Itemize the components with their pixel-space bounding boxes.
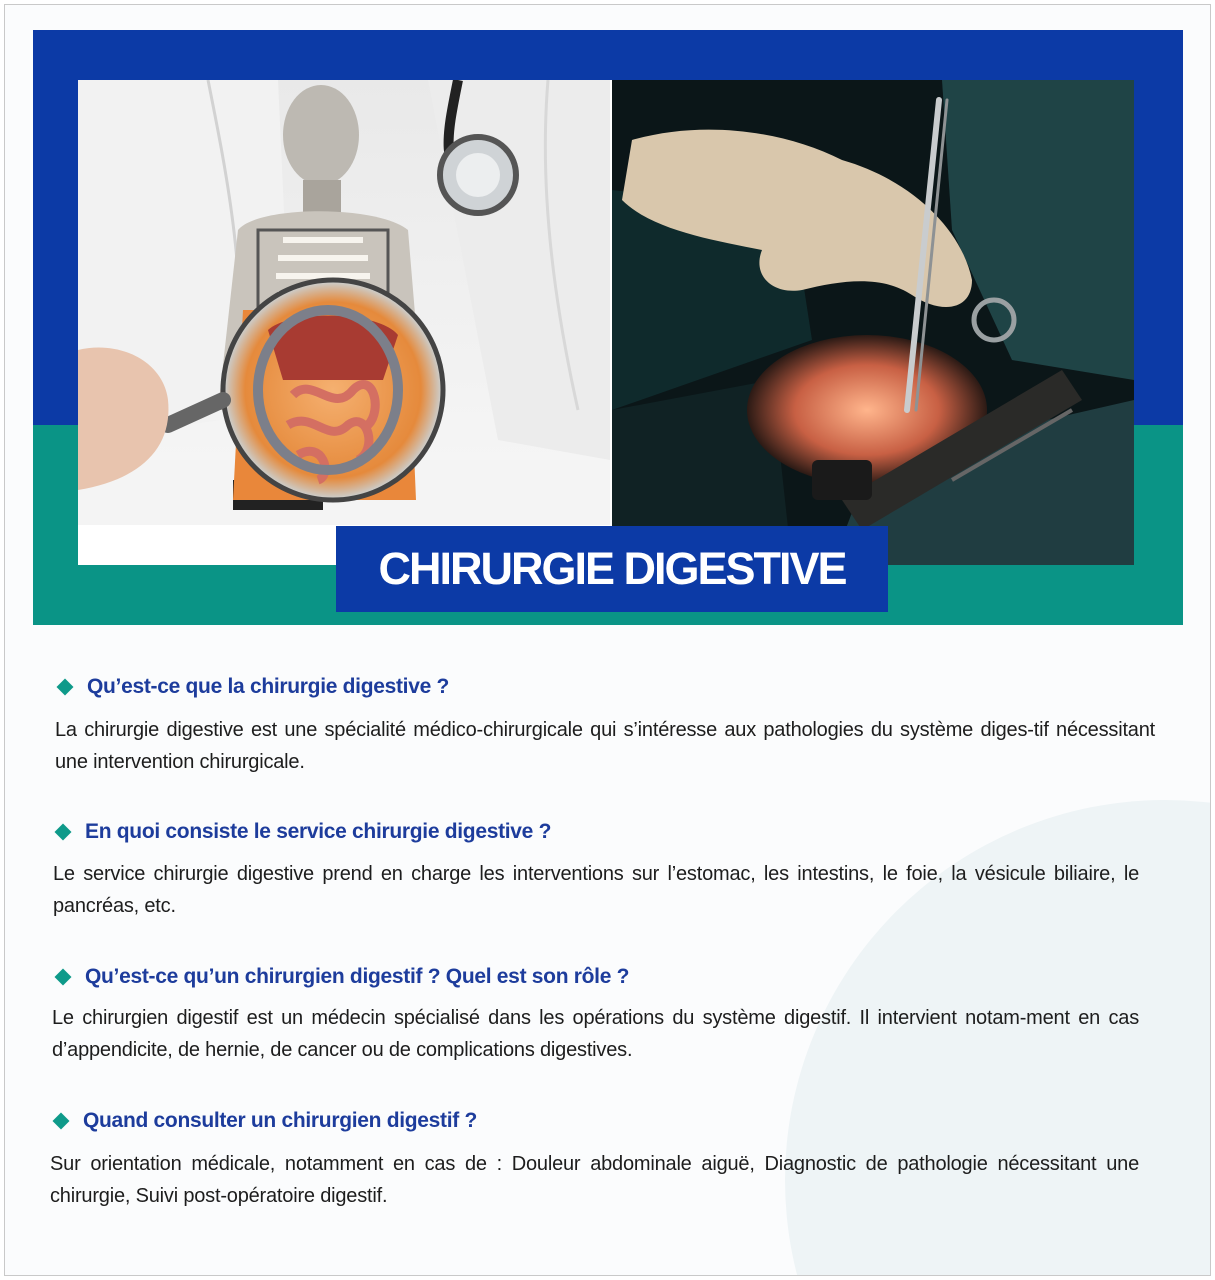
faq-answer-4: Sur orientation médicale, notamment en cas de : Douleur abdominale aiguë, Diagnostic de pathologie nécessitant une chirurgie, Suivi post-opératoire digestif. (50, 1153, 1139, 1207)
faq-answer-2: Le service chirurgie digestive prend en charge les interventions sur l’estomac, les intestins, le foie, la vésicule biliaire, le pancréas, etc. (53, 863, 1139, 917)
anatomy-model-photo (78, 80, 610, 525)
faq-answer-1: La chirurgie digestive est une spécialité médico-chirurgicale qui s’intéresse aux pathologies du système diges-tif nécessitant une intervention chirurgicale. (55, 719, 1155, 773)
faq-question-4 (53, 1109, 477, 1133)
diamond-bullet-icon (55, 824, 72, 841)
faq-question-1 (57, 675, 449, 699)
faq-question-text: Quand consulter un chirurgien digestif ? (83, 1109, 478, 1132)
faq-question-3 (55, 965, 629, 989)
photo-frame (78, 80, 1134, 565)
diamond-bullet-icon (57, 679, 74, 696)
page-title-box (336, 526, 888, 612)
page-title: CHIRURGIE DIGESTIVE (378, 543, 846, 594)
faq-answer-3: Le chirurgien digestif est un médecin spécialisé dans les opérations du système digestif. Il intervient notam-ment en cas d’appendicite, de hernie, de cancer ou de complications digestives. (52, 1007, 1139, 1061)
faq-question-text: Qu’est-ce que la chirurgie digestive ? (87, 675, 450, 698)
diamond-bullet-icon (53, 1113, 70, 1130)
faq-question-text: En quoi consiste le service chirurgie digestive ? (85, 820, 552, 843)
faq-question-text: Qu’est-ce qu’un chirurgien digestif ? Quel est son rôle ? (85, 965, 630, 988)
faq-question-2 (55, 820, 551, 844)
diamond-bullet-icon (55, 969, 72, 986)
surgery-photo (612, 80, 1134, 565)
